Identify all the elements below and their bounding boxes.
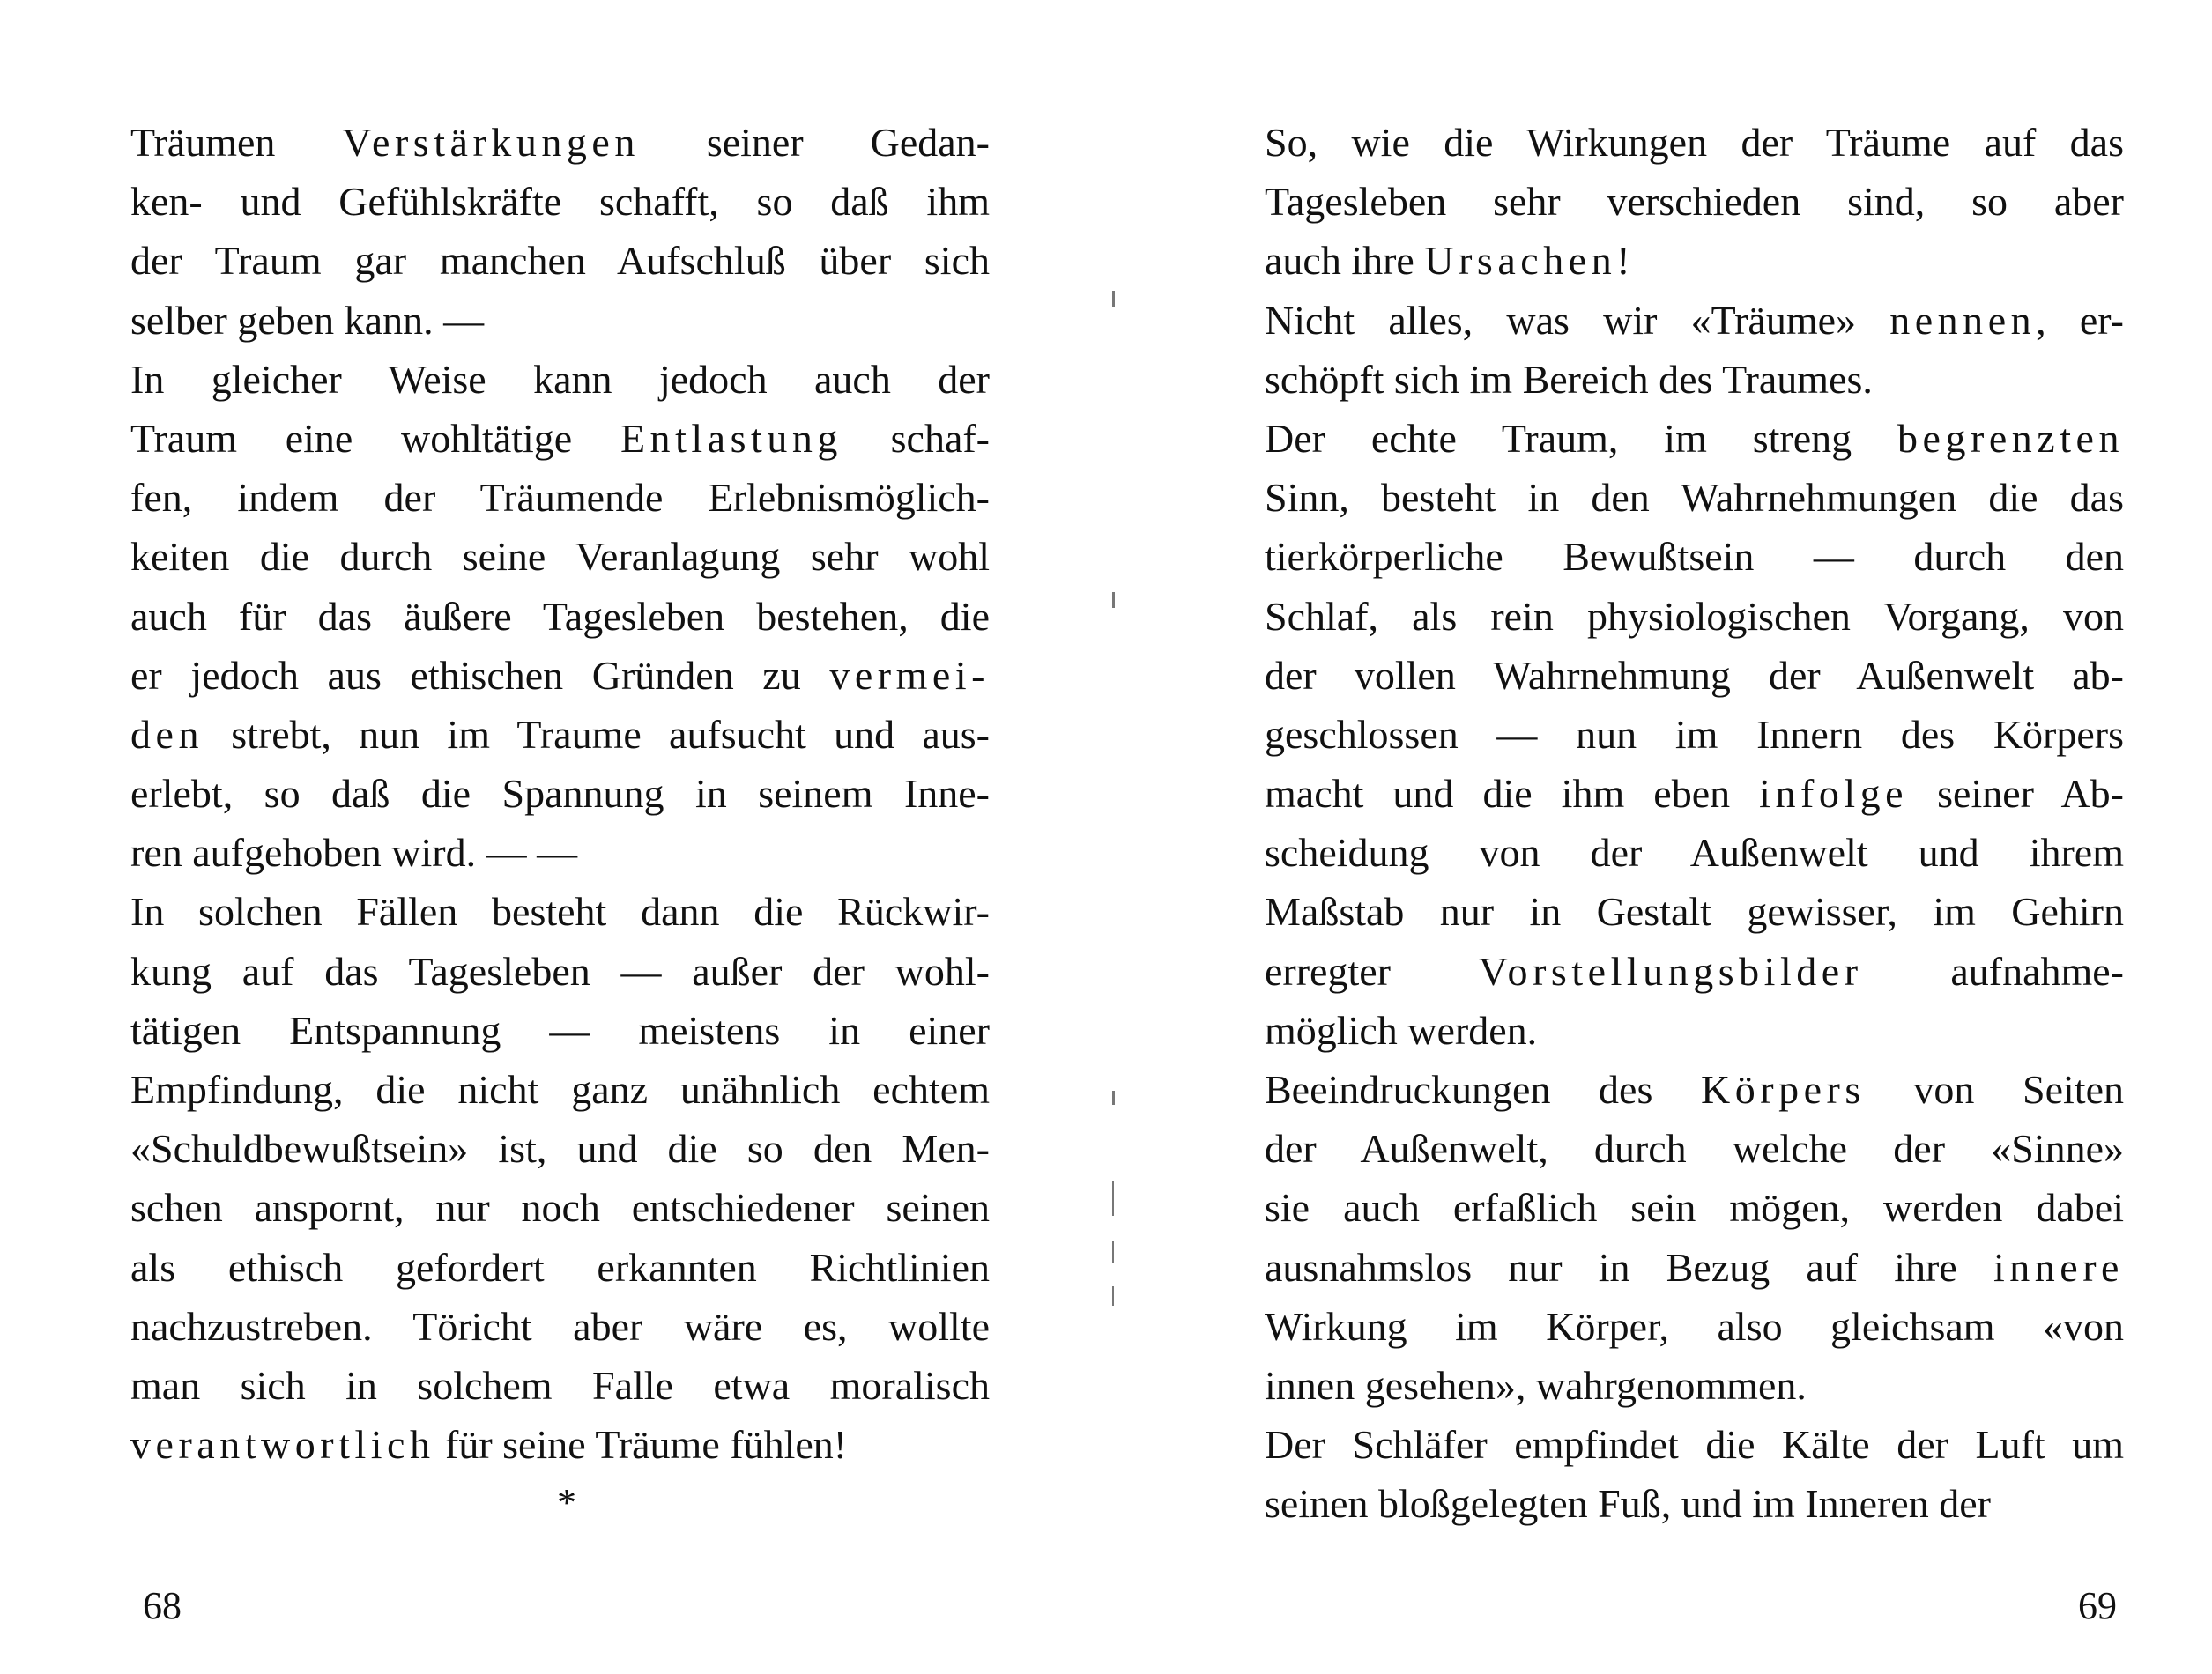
text-segment: schaf-	[842, 415, 990, 461]
text-segment: Nicht alles, was wir «Träume»	[1265, 297, 1890, 343]
text-line	[1265, 231, 2124, 290]
text-line	[130, 231, 990, 290]
text-segment: keiten die durch seine Veranlagung sehr wohl	[130, 534, 990, 580]
text-segment: scheidung von der Außenwelt und ihrem	[1265, 830, 2124, 876]
text-segment: ren aufgehoben wird. — —	[130, 830, 578, 876]
gutter-mark	[1112, 1091, 1115, 1105]
text-segment: strebt, nun im Traume aufsucht und aus-	[203, 711, 990, 757]
right-page	[1106, 0, 2212, 1674]
text-line	[1265, 113, 2124, 172]
text-line	[130, 646, 990, 705]
text-segment: nachzustreben. Töricht aber wäre es, wollte	[130, 1303, 990, 1349]
text-line	[1265, 1001, 2124, 1060]
gutter-mark	[1112, 1241, 1114, 1263]
text-segment: auch für das äußere Tagesleben bestehen, die	[130, 593, 990, 639]
text-segment: Beeindruckungen des	[1265, 1067, 1701, 1112]
emphasized-text: begrenzten	[1897, 415, 2124, 461]
text-line	[1265, 1238, 2124, 1297]
gutter-mark	[1112, 291, 1115, 307]
gutter-mark	[1112, 1181, 1114, 1216]
text-line	[130, 882, 990, 941]
emphasized-text: Entlastung	[620, 415, 842, 461]
text-segment: möglich werden.	[1265, 1007, 1538, 1053]
text-line	[130, 823, 990, 882]
text-line	[1265, 291, 2124, 350]
text-segment: So, wie die Wirkungen der Träume auf das	[1265, 120, 2124, 165]
text-segment: tierkörperliche Bewußtsein — durch den	[1265, 534, 2124, 580]
emphasized-text: vermei-	[829, 652, 990, 698]
text-segment: schen anspornt, nur noch entschiedener seinen	[130, 1185, 990, 1231]
text-line	[1265, 1415, 2124, 1474]
gutter-mark	[1112, 592, 1115, 608]
text-segment: kung auf das Tagesleben — außer der wohl-	[130, 948, 990, 994]
text-line	[1265, 468, 2124, 527]
text-segment: «Schuldbewußtsein» ist, und die so den Men-	[130, 1126, 990, 1172]
text-line	[1265, 172, 2124, 231]
text-line	[1265, 350, 2124, 409]
emphasized-text: Ursachen!	[1424, 238, 1636, 284]
text-segment: innen gesehen», wahrgenommen.	[1265, 1362, 1807, 1408]
text-segment: Sinn, besteht in den Wahrnehmungen die das	[1265, 475, 2124, 521]
right-page-text	[1265, 113, 2124, 1534]
text-line	[130, 468, 990, 527]
text-line	[130, 1119, 990, 1178]
text-line	[130, 172, 990, 231]
text-line	[1265, 882, 2124, 941]
gutter-mark	[1112, 1286, 1114, 1306]
text-segment: er jedoch aus ethischen Gründen zu	[130, 652, 830, 698]
text-segment: Der echte Traum, im streng	[1265, 415, 1898, 461]
emphasized-text: innere	[1993, 1244, 2124, 1290]
text-line	[130, 291, 990, 350]
text-segment: erlebt, so daß die Spannung in seinem Inne-	[130, 771, 990, 817]
text-segment: Der Schläfer empfindet die Kälte der Luft um	[1265, 1422, 2124, 1468]
text-line	[1265, 942, 2124, 1001]
text-line	[1265, 764, 2124, 823]
text-segment: Tagesleben sehr verschieden sind, so aber	[1265, 179, 2124, 225]
text-line	[1265, 823, 2124, 882]
text-segment: man sich in solchem Falle etwa moralisch	[130, 1362, 990, 1408]
text-segment: Traum eine wohltätige	[130, 415, 620, 461]
text-line	[130, 587, 990, 646]
text-segment: für seine Träume fühlen!	[434, 1422, 848, 1468]
text-segment: schöpft sich im Bereich des Traumes.	[1265, 356, 1873, 402]
text-segment: auch ihre	[1265, 238, 1425, 284]
text-segment: Wirkung im Körper, also gleichsam «von	[1265, 1303, 2124, 1349]
section-break-asterisk: *	[557, 1481, 576, 1524]
text-line	[130, 764, 990, 823]
text-segment: , er-	[2036, 297, 2124, 343]
text-segment: erregter	[1265, 948, 1479, 994]
text-segment: ken- und Gefühlskräfte schafft, so daß ihm	[130, 179, 990, 225]
text-segment: Empfindung, die nicht ganz unähnlich echtem	[130, 1067, 990, 1112]
emphasized-text: verantwortlich	[130, 1422, 435, 1468]
text-line	[1265, 587, 2124, 646]
text-line	[1265, 1474, 2124, 1533]
left-page-text	[130, 113, 990, 1474]
text-segment: seiner Ab-	[1908, 771, 2124, 817]
text-segment: In gleicher Weise kann jedoch auch der	[130, 356, 990, 402]
text-line	[130, 1238, 990, 1297]
text-line	[1265, 1119, 2124, 1178]
text-line	[1265, 646, 2124, 705]
text-segment: tätigen Entspannung — meistens in einer	[130, 1007, 990, 1053]
text-line	[1265, 1356, 2124, 1415]
page-number-left: 68	[143, 1584, 182, 1627]
text-line	[130, 1356, 990, 1415]
emphasized-text: infolge	[1759, 771, 1909, 817]
text-line	[1265, 409, 2124, 468]
text-line	[1265, 705, 2124, 764]
text-segment: sie auch erfaßlich sein mögen, werden dabei	[1265, 1185, 2124, 1231]
text-segment: von Seiten	[1865, 1067, 2124, 1112]
text-line	[130, 1178, 990, 1237]
text-segment: aufnahme-	[1862, 948, 2124, 994]
text-segment: Schlaf, als rein physiologischen Vorgang, von	[1265, 593, 2124, 639]
text-line	[1265, 527, 2124, 586]
text-segment: als ethisch gefordert erkannten Richtlinien	[130, 1244, 990, 1290]
text-segment: der Traum gar manchen Aufschluß über sich	[130, 238, 990, 284]
text-line	[130, 705, 990, 764]
text-segment: In solchen Fällen besteht dann die Rückwir-	[130, 889, 990, 935]
text-line	[1265, 1060, 2124, 1119]
text-line	[130, 527, 990, 586]
text-line	[1265, 1178, 2124, 1237]
text-segment: der vollen Wahrnehmung der Außenwelt ab-	[1265, 652, 2124, 698]
text-line	[1265, 1297, 2124, 1356]
emphasized-text: den	[130, 711, 204, 757]
text-segment: macht und die ihm eben	[1265, 771, 1760, 817]
text-line	[130, 1415, 990, 1474]
emphasized-text: Verstärkungen	[342, 120, 640, 165]
emphasized-text: nennen	[1889, 297, 2037, 343]
page-number-right: 69	[2078, 1584, 2117, 1627]
text-line	[130, 1060, 990, 1119]
text-segment: selber geben kann. —	[130, 297, 485, 343]
text-segment: ausnahmslos nur in Bezug auf ihre	[1265, 1244, 1993, 1290]
text-segment: geschlossen — nun im Innern des Körpers	[1265, 711, 2124, 757]
text-segment: seiner Gedan-	[639, 120, 990, 165]
emphasized-text: Vorstellungsbilder	[1478, 948, 1863, 994]
text-line	[130, 409, 990, 468]
text-segment: fen, indem der Träumende Erlebnismöglich-	[130, 475, 990, 521]
text-segment: Maßstab nur in Gestalt gewisser, im Gehirn	[1265, 889, 2124, 935]
emphasized-text: Körpers	[1700, 1067, 1866, 1112]
text-line	[130, 1297, 990, 1356]
text-segment: Träumen	[130, 120, 343, 165]
text-segment: der Außenwelt, durch welche der «Sinne»	[1265, 1126, 2124, 1172]
text-line	[130, 350, 990, 409]
text-line	[130, 942, 990, 1001]
text-line	[130, 113, 990, 172]
text-line	[130, 1001, 990, 1060]
text-segment: seinen bloßgelegten Fuß, und im Inneren der	[1265, 1481, 1991, 1527]
